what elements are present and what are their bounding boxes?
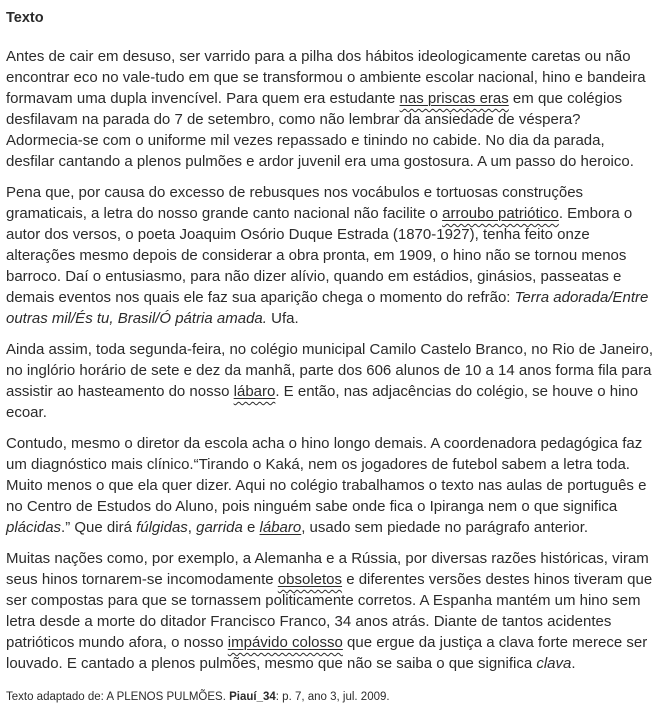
text-segment: Muitas nações como, por exemplo, a Alemanha e a Rússia, por diversas razões históricas, viram seus hinos tornarem-se incomodamente (6, 550, 653, 588)
glossed-term: obsoletos (277, 571, 343, 588)
paragraph-4 (6, 433, 657, 538)
text-segment: Piauí_34 (229, 691, 276, 703)
paragraph-1 (6, 46, 657, 172)
glossed-term: nas priscas eras (399, 90, 509, 107)
text-segment: fúlgidas (136, 519, 188, 536)
glossed-term: arroubo patriótico (442, 205, 559, 222)
text-segment: Pena que, por causa do excesso de rebusques nos vocábulos e tortuosas construções gramaticais, a letra do nosso grande canto nacional não facilite o (6, 184, 588, 222)
glossed-term: impávido colosso (227, 634, 343, 651)
text-segment: que ergue da justiça a clava forte merece ser louvado. E cantado a plenos pulmões, mesmo que não se saiba o que significa (6, 634, 652, 672)
text-segment: plácidas (6, 519, 62, 536)
text-segment: Texto adaptado de: A PLENOS PULMÕES. (6, 691, 230, 703)
paragraph-5 (6, 548, 657, 674)
text-segment: : p. 7, ano 3, jul. 2009. (275, 691, 390, 703)
text-segment: , (187, 519, 197, 536)
text-segment: Ufa. (266, 310, 299, 327)
text-segment: .” Que dirá (61, 519, 137, 536)
text-segment: , usado sem piedade no parágrafo anterior. (301, 519, 589, 536)
text-segment: e diferentes versões destes hinos tiveram que ser compostas para que se tornassem politicamente corretos. A Espanha mantém um hino sem letra desde a morte do ditador Francisco Franco, 34 anos atrás. Diante de tantos acidentes patrióticos mundo afora, o nosso (6, 571, 657, 651)
text-segment: garrida (196, 519, 243, 536)
text-segment: Ainda assim, toda segunda-feira, no colégio municipal Camilo Castelo Branco, no Rio de Janeiro, no inglório horário de sete e dez da manhã, parte dos 606 alunos de 10 a 14 anos forma fila para assistir ao hasteamento do nosso (6, 341, 658, 400)
text-segment: clava (536, 655, 572, 672)
text-segment: . E então, nas adjacências do colégio, se houve o hino ecoar. (6, 383, 643, 421)
text-segment: Terra adorada/Entre outras mil/És tu, Brasil/Ó pátria amada. (6, 289, 653, 327)
paragraph-2 (6, 182, 657, 329)
text-segment: Antes de cair em desuso, ser varrido para a pilha dos hábitos ideologicamente caretas ou não encontrar eco no vale-tudo em que se transformou o ambiente escolar nacional, hino e bandeira formavam uma dupla invencível. Para quem era estudante (6, 48, 650, 107)
text-segment: . Embora o autor dos versos, o poeta Joaquim Osório Duque Estrada (1870-1927), tenha feito onze alterações mesmo depois de considerar a obra pronta, em 1909, o hino não se tornou menos barroco. Daí o entusiasmo, para não dizer alívio, quando em estádios, ginásios, passeatas e demais eventos nos quais ele faz sua aparição chega o momento do refrão: (6, 205, 637, 306)
text-segment: e (242, 519, 260, 536)
text-segment: em que colégios desfilavam na parada do 7 de setembro, como não lembrar da ansiedade de véspera? Adormecia-se com o uniforme mil vezes repassado e tinindo no cabide. No dia da parada, desfilar cantando a plenos pulmões e ardor juvenil era uma gostosura. A um passo do heroico. (6, 90, 634, 170)
text-segment: lábaro (259, 519, 302, 536)
paragraph-3 (6, 339, 657, 423)
page-title: Texto (6, 10, 44, 26)
source-citation (6, 690, 657, 705)
body-text (6, 46, 657, 674)
glossed-term: lábaro (233, 383, 276, 400)
text-segment: Contudo, mesmo o diretor da escola acha o hino longo demais. A coordenadora pedagógica faz um diagnóstico mais clínico.“Tirando o Kaká, nem os jogadores de futebol sabem a letra toda. Muito menos o que ela quer dizer. Aqui no colégio trabalhamos o texto nas aulas de português e no Centro de Estudos do Aluno, pois ninguém sabe onde fica o Ipiranga nem o que significa (6, 435, 651, 515)
text-segment: . (571, 655, 576, 672)
